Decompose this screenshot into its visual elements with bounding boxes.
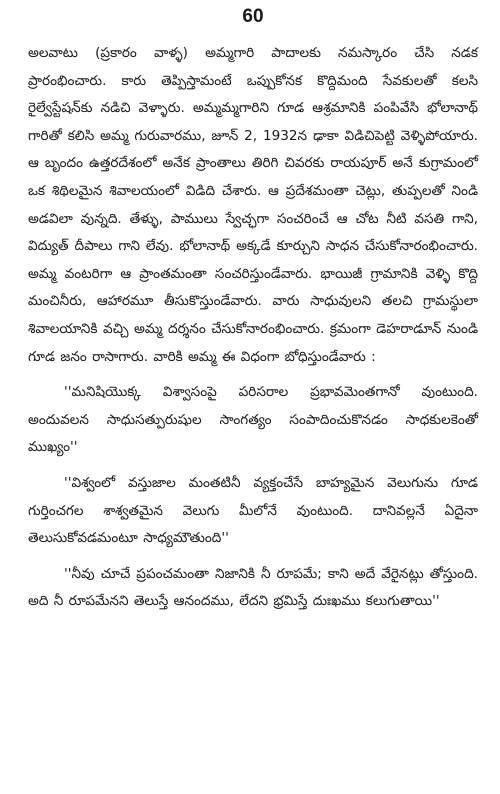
quote-paragraph-2: ''విశ్వంలో వస్తుజాల మంతటినీ వ్యక్తంచేసే బాహ్యమైన వెలుగును గూడ గుర్తించగల శాశ్వతమైన వెలుగు మీలోనే వుంటుంది. దానివల్లనే ఏదైనా తెలుసుకోవడమంటూ సాధ్యమౌతుంది'' [28, 474, 478, 547]
quote-paragraph-3: ''నీవు చూచే ప్రపంచమంతా నిజానికి నీ రూపమే; కాని అదే వేరైనట్లు తోస్తుంది. అది నీ రూపమేనని తెలుస్తే ఆనందము, లేదని భ్రమిస్తే దుఃఖము కలుగుతాయి'' [28, 565, 478, 610]
body-paragraph: అలవాటు (ప్రకారం వాళ్ళ) అమ్మగారి పాదాలకు నమస్కారం చేసి నడక ప్రారంభించారు. కారు తెప్పిస్తామంటే ఒప్పుకోనక కొద్దిమంది సేవకులతో కలసి రైల్వేస్టేషన్‌కు నడిచి వెళ్ళారు. అమ్మమ్మగారిని గూడ ఆశ్రమానికి పంపివేసి భోలానాథ్ గారితో కలిసి అమ్మ గురువారము, జూన్ 2, 1932న ఢాకా విడిచిపెట్టి వెళ్ళిపోయారు. ఆ బృందం ఉత్తరదేశంలో అనేక ప్రాంతాలు తిరిగి చివరకు రాయపూర్ అనే కుగ్రామంలో ఒక శిథిలమైన శివాలయంలో విడిది చేశారు. ఆ ప్రదేశమంతా చెట్లు, తుప్పలతో నిండి అడవిలా వున్నది. తేళ్ళు, పాములు స్వేచ్ఛగా సంచరించే ఆ చోట నీటి వసతి గాని, విద్యుత్ దీపాలు గాని లేవు. భోలానాథ్ అక్కడే కూర్చుని సాధన చేసుకోనారంభించారు. అమ్మ వంటరిగా ఆ ప్రాంతమంతా సంచరిస్తుండేవారు. భాయిజీ గ్రామానికి వెళ్ళి కొద్ది మంచినీరు, ఆహారమూ తీసుకొస్తుండేవారు. వారు సాధువులని తలచి గ్రామస్థులా శివాలయానికి వచ్చి అమ్మ దర్శనం చేసుకోనారంభించారు. క్రమంగా డెహరాడూన్ నుండి గూడ జనం రాసాగారు. వారికి అమ్మ ఈ విధంగా బోధిస్తుండేవారు : [28, 45, 478, 365]
quote-paragraph-1: ''మనిషియొక్క విశ్వాసంపై పరిసరాల ప్రభావమెంతగానో వుంటుంది. అందువలన సాధుసత్పురుషుల సాంగత్యం సంపాదించుకొనడం సాధకులకెంతో ముఖ్యం'' [28, 384, 478, 456]
page-number: 60 [242, 6, 264, 27]
